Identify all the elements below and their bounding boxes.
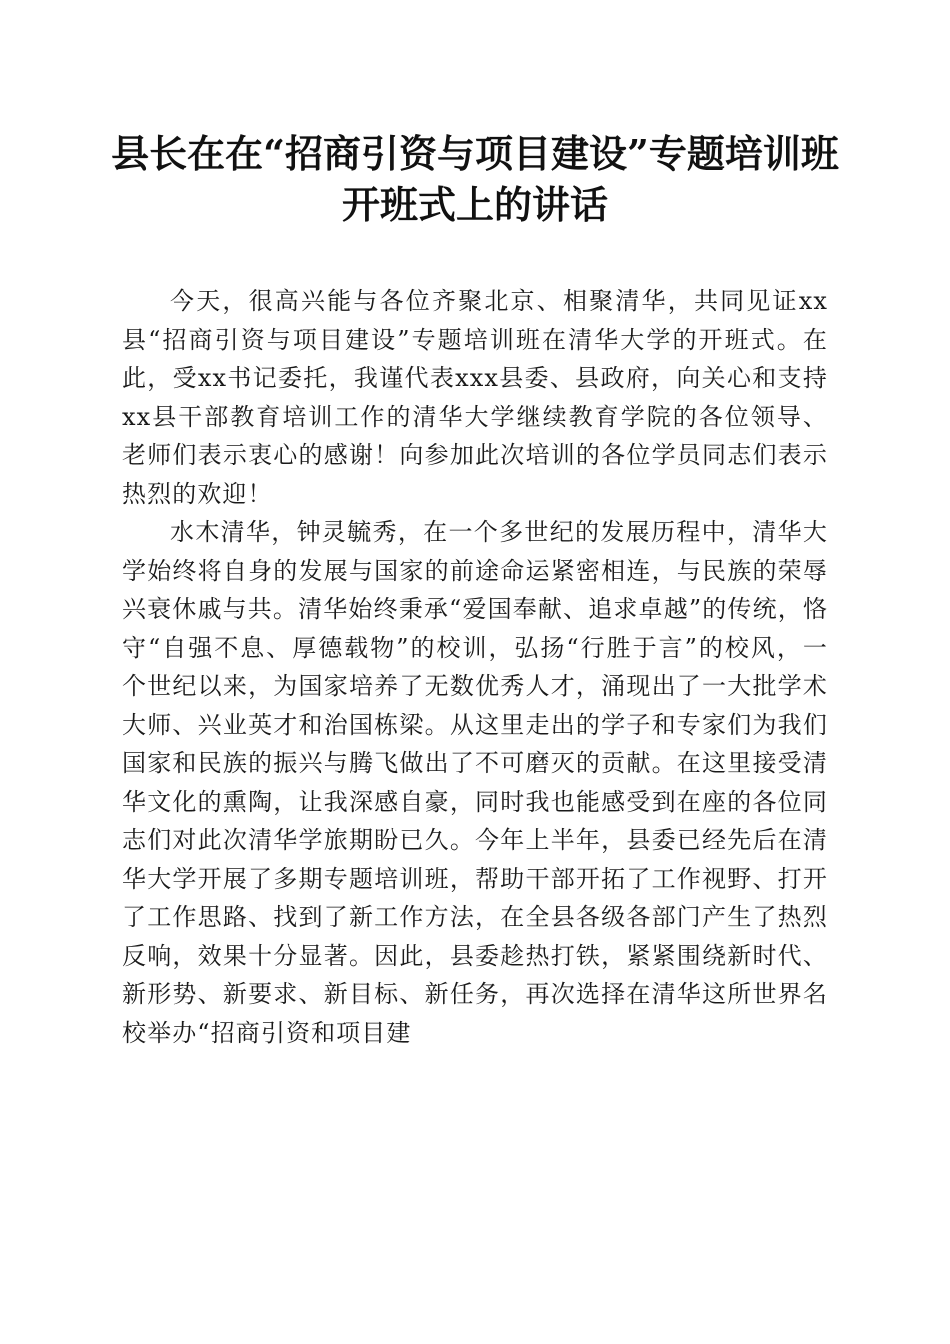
paragraph-tsinghua-tribute: 水木清华，钟灵毓秀，在一个多世纪的发展历程中，清华大学始终将自身的发展与国家的前途命运紧密相连，与民族的荣辱兴衰休戚与共。清华始终秉承“爱国奉献、追求卓越”的传统，恪守“自强不息、厚德载物”的校训，弘扬“行胜于言”的校风，一个世纪以来，为国家培养了无数优秀人才，涌现出了一大批学术大师、兴业英才和治国栋梁。从这里走出的学子和专家们为我们国家和民族的振兴与腾飞做出了不可磨灭的贡献。在这里接受清华文化的熏陶，让我深感自豪，同时我也能感受到在座的各位同志们对此次清华学旅期盼已久。今年上半年，县委已经先后在清华大学开展了多期专题培训班，帮助干部开拓了工作视野、打开了工作思路、找到了新工作方法，在全县各级各部门产生了热烈反响，效果十分显著。因此，县委趁热打铁，紧紧围绕新时代、新形势、新要求、新目标、新任务，再次选择在清华这所世界名校举办“招商引资和项目建 <box>122 518 828 1047</box>
paragraph-opening-thanks: 今天，很高兴能与各位齐聚北京、相聚清华，共同见证xx县“招商引资与项目建设”专题培训班在清华大学的开班式。在此，受xx书记委托，我谨代表xxx县委、县政府，向关心和支持xx县干部教育培训工作的清华大学继续教育学院的各位领导、老师们表示衷心的感谢！向参加此次培训的各位学员同志们表示热烈的欢迎！ <box>122 287 828 508</box>
title-line-2: 开班式上的讲话 <box>341 182 608 227</box>
document-title <box>100 128 850 230</box>
title-line-1: 县长在在“招商引资与项目建设”专题培训班 <box>111 131 839 176</box>
speech-body <box>122 282 828 1052</box>
